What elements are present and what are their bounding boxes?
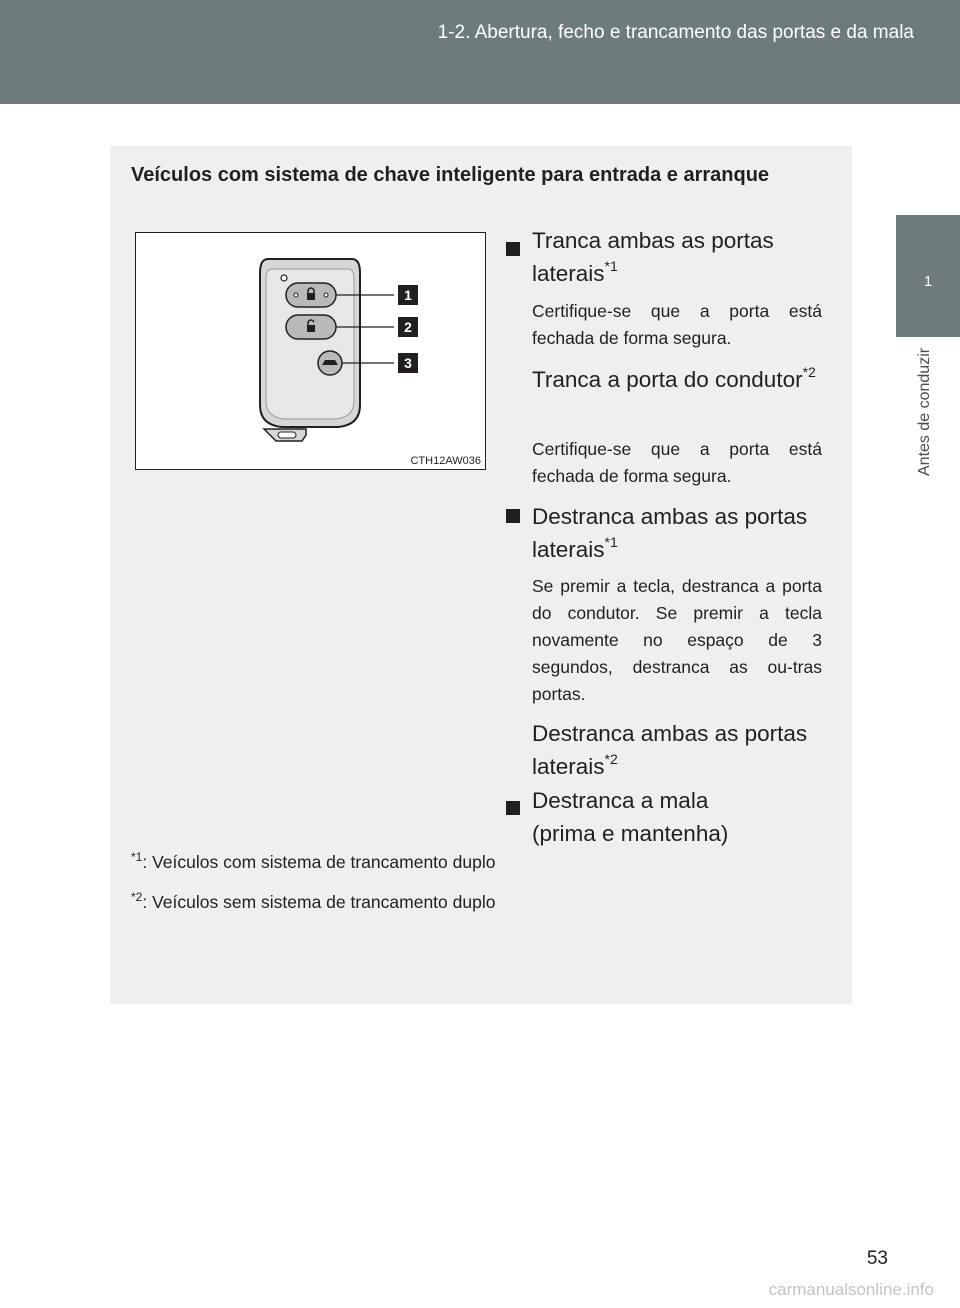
lock-icon: [307, 293, 315, 300]
item-body: Certifique-se que a porta está fechada de forma segura.: [532, 439, 822, 486]
item-marker-3: [506, 801, 520, 815]
item-body: Se premir a tecla, destranca a porta do condutor. Se premir a tecla novamente no espaço de 3 segundos, destranca as ou-tras portas.: [532, 576, 822, 704]
header-bar: [0, 0, 960, 104]
callout-2: 2: [398, 317, 418, 337]
footnote: $^{*2}$: Veículos sem sistema de trancamento duplo: [131, 890, 496, 912]
item-marker-1: [506, 242, 520, 256]
item-title: Tranca ambas as portas laterais$^{*1}$: [532, 228, 774, 286]
indicator-light: [281, 275, 287, 281]
item-body: Certifique-se que a porta está fechada de forma segura.: [532, 301, 822, 348]
callout-3: 3: [398, 353, 418, 373]
watermark: carmanualsonline.info: [768, 1280, 934, 1299]
item-marker-2: [506, 509, 520, 523]
callout-1: 1: [398, 285, 418, 305]
item-title: Destranca ambas as portas laterais$^{*2}$: [532, 721, 808, 779]
item-title: Destranca a mala (prima e mantenha): [532, 788, 729, 846]
chapter-side-label: [916, 348, 938, 518]
section-title: Veículos com sistema de chave inteligente para entrada e arranque: [131, 164, 770, 186]
chapter-title: 1-2. Abertura, fecho e trancamento das portas e da mala: [437, 22, 914, 43]
unlock-icon: [307, 325, 315, 332]
smart-key-illustration: [136, 233, 485, 469]
page-number: 53: [866, 1248, 888, 1269]
chapter-tab: [896, 215, 960, 337]
chapter-side-label-text: Antes de conduzir: [916, 348, 933, 477]
smart-key-figure: [135, 232, 486, 470]
item-title: Tranca a porta do condutor$^{*2}$: [532, 364, 816, 392]
chapter-number: 1: [923, 273, 933, 290]
item-title: Destranca ambas as portas laterais$^{*1}$: [532, 504, 808, 562]
footnote: $^{*1}$: Veículos com sistema de trancamento duplo: [131, 850, 496, 872]
figure-code: CTH12AW036: [410, 455, 481, 467]
